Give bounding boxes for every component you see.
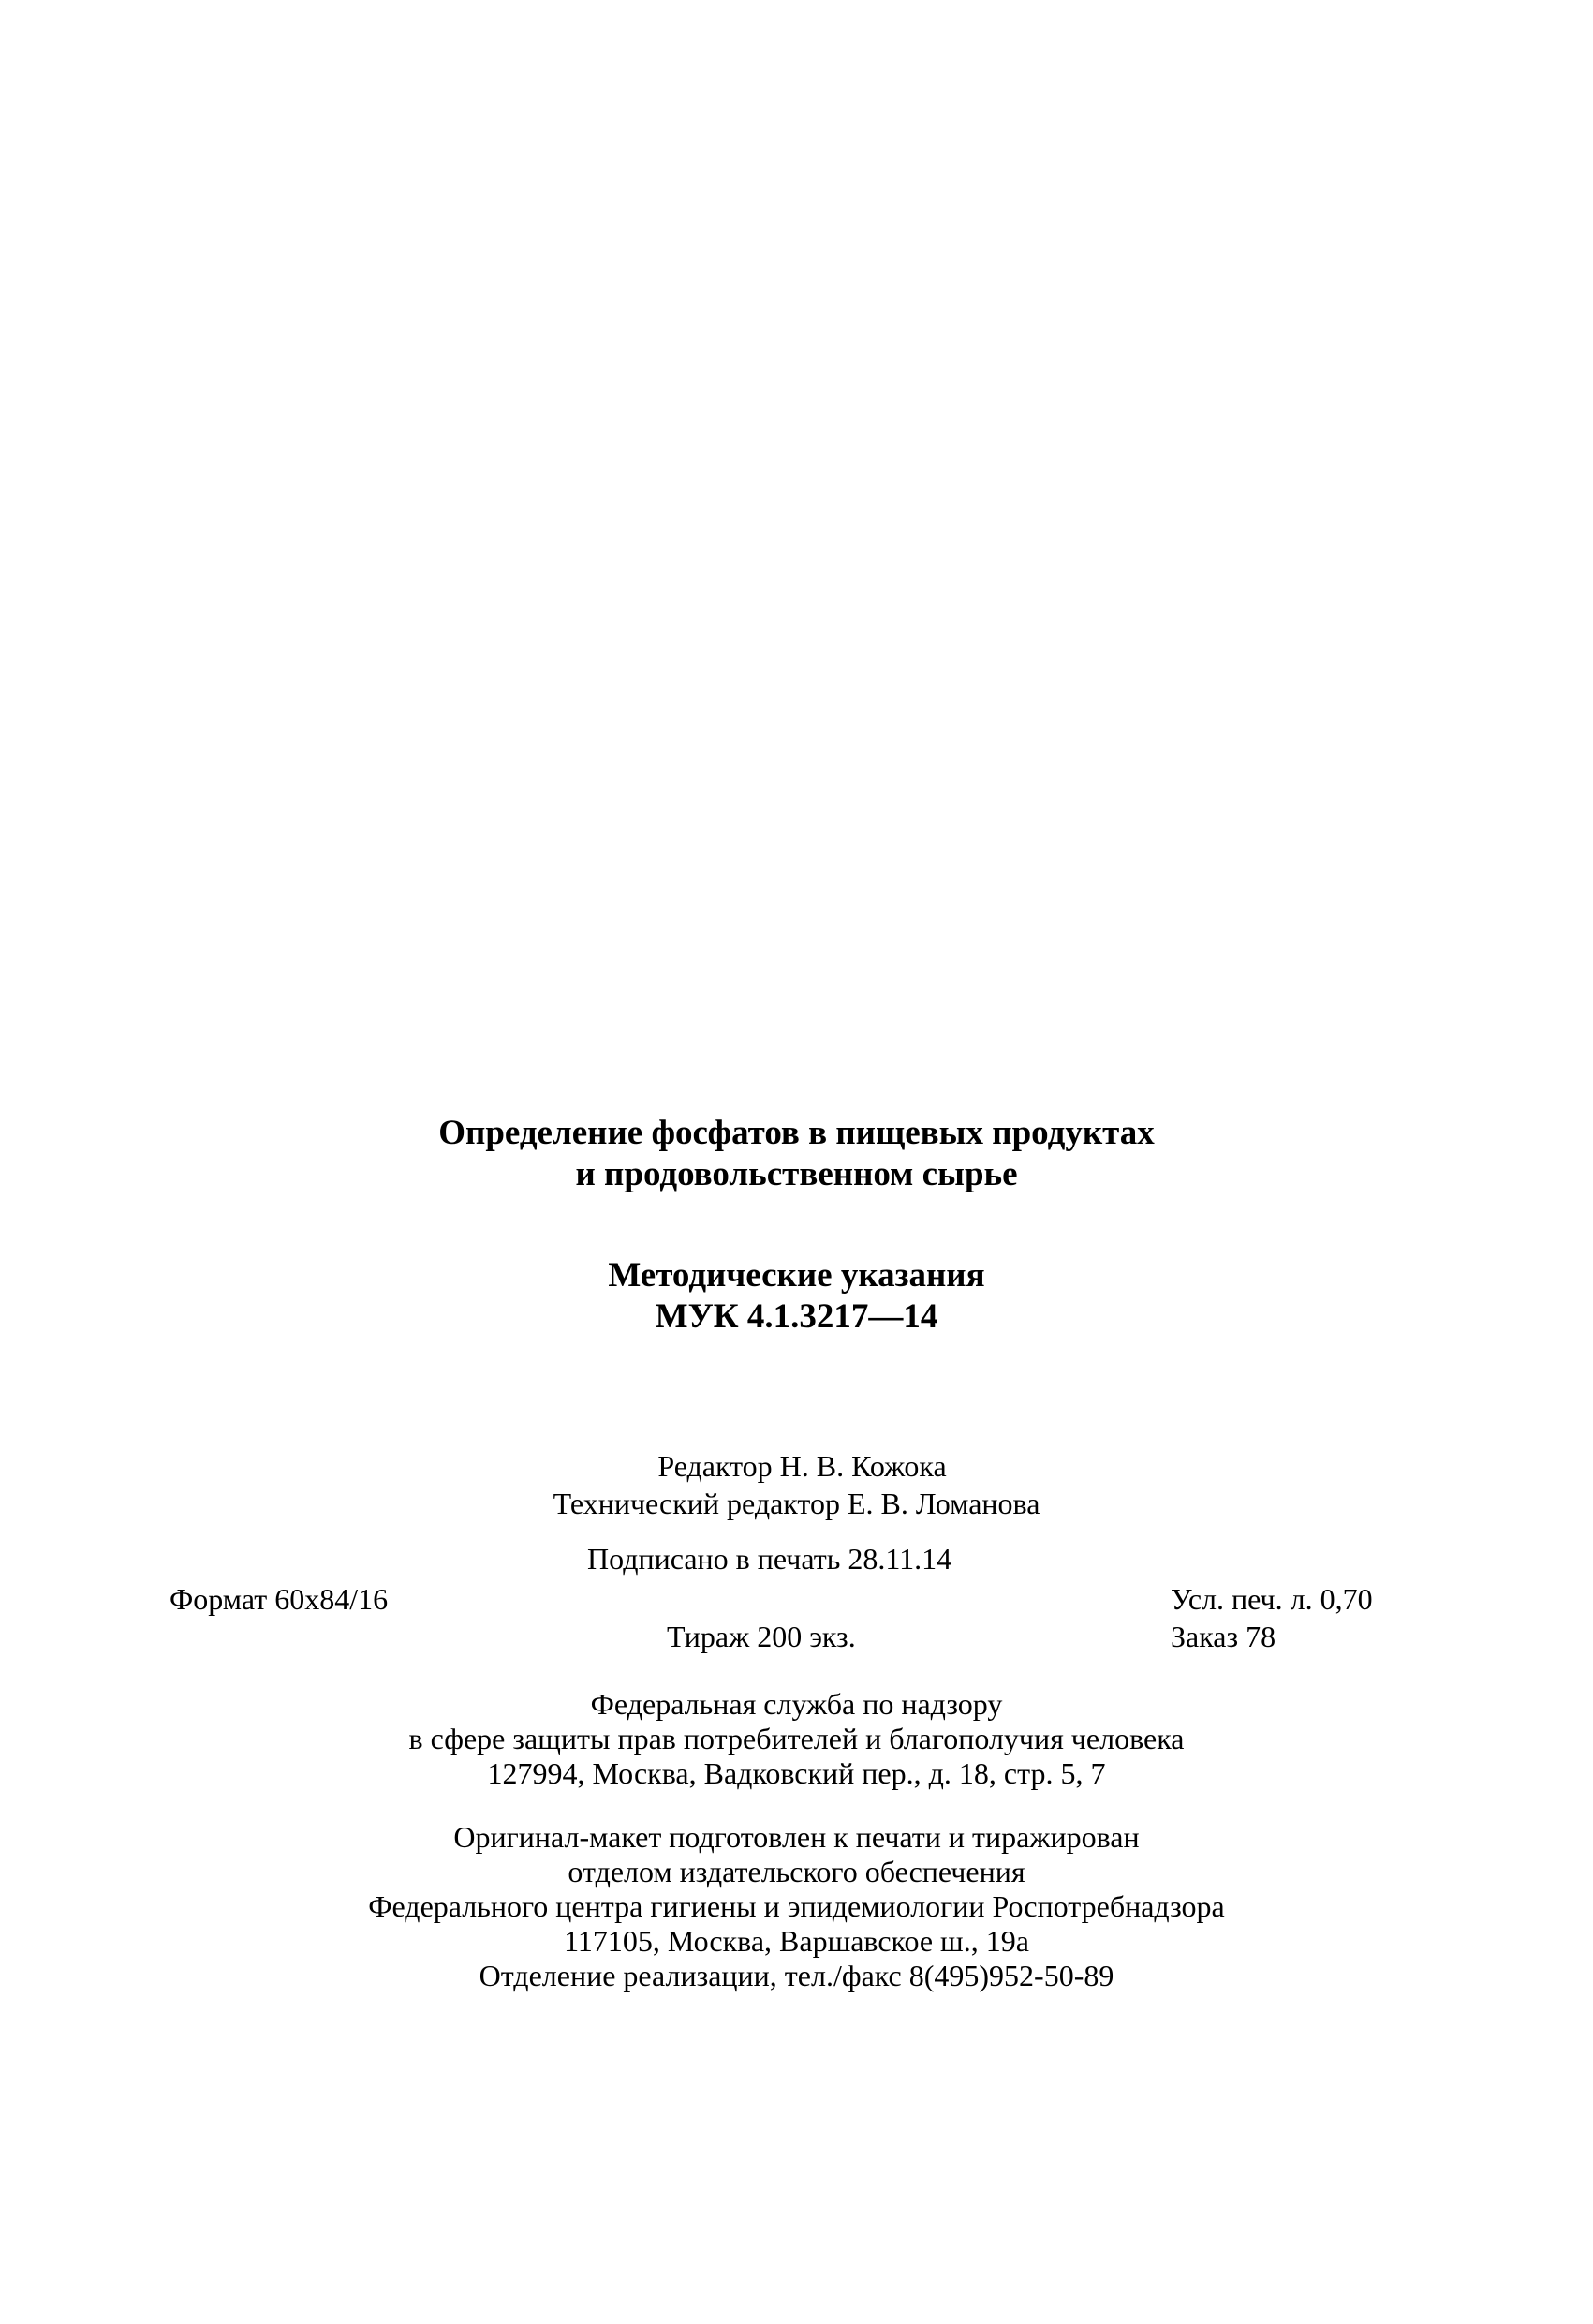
- printer-address: 117105, Москва, Варшавское ш., 19а: [564, 1924, 1029, 1958]
- publisher-line-2: в сфере защиты прав потребителей и благополучия человека: [408, 1722, 1185, 1755]
- order-number: Заказ 78: [1171, 1620, 1276, 1653]
- document-title: [0, 1113, 1593, 1195]
- document-code: МУК 4.1.3217—14: [655, 1297, 938, 1336]
- technical-editor-name: Технический редактор Е. В. Ломанова: [553, 1487, 1040, 1520]
- document-subtitle: [0, 1255, 1593, 1338]
- publisher-line-1: Федеральная служба по надзору: [590, 1687, 1003, 1721]
- subtitle-line-1: Методические указания: [608, 1256, 985, 1295]
- paper-format: Формат 60x84/16: [170, 1582, 389, 1616]
- title-line-2: и продовольственном сырье: [575, 1155, 1018, 1193]
- publisher-block: [0, 1687, 1593, 1791]
- printer-line-3: Федерального центра гигиены и эпидемиологии Роспотребнадзора: [368, 1889, 1225, 1923]
- circulation: Тираж 200 экз.: [667, 1620, 856, 1653]
- printer-line-1: Оригинал-макет подготовлен к печати и тиражирован: [453, 1820, 1140, 1854]
- signed-to-print: Подписано в печать 28.11.14: [587, 1542, 952, 1576]
- printed-sheets: Усл. печ. л. 0,70: [1171, 1582, 1373, 1616]
- title-line-1: Определение фосфатов в пищевых продуктах: [438, 1114, 1155, 1152]
- editor-name: Редактор Н. В. Кожока: [657, 1449, 947, 1483]
- printer-line-2: отделом издательского обеспечения: [568, 1855, 1025, 1888]
- editors-block: [0, 1447, 1593, 1522]
- sales-department-contact: Отделение реализации, тел./факс 8(495)952-50-89: [479, 1959, 1114, 1992]
- printer-block: [0, 1820, 1593, 1993]
- publisher-address: 127994, Москва, Вадковский пер., д. 18, стр. 5, 7: [487, 1756, 1106, 1790]
